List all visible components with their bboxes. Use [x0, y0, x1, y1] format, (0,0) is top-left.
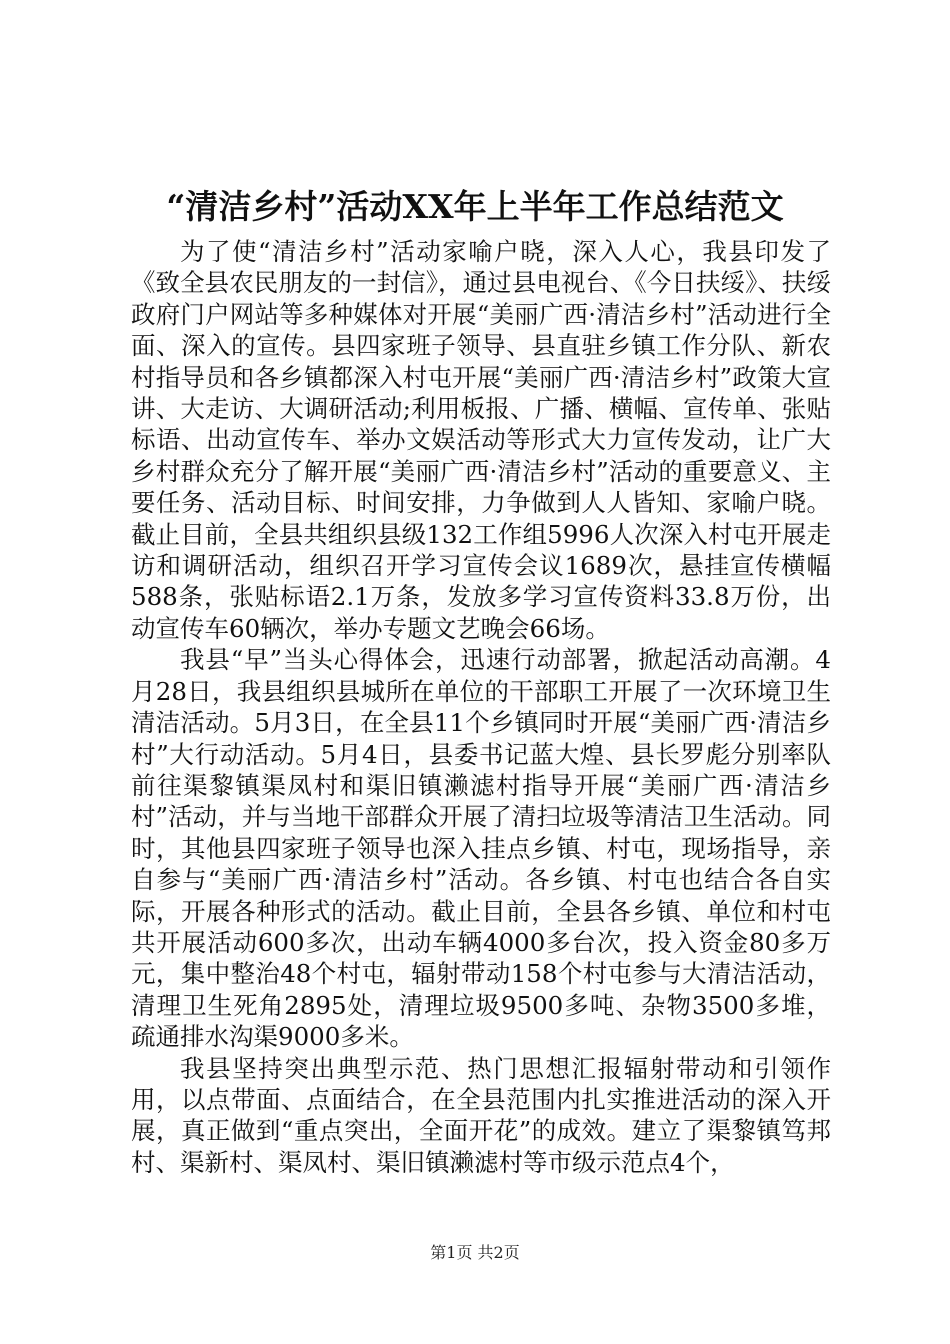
document-body: [131, 236, 831, 1178]
paragraph-publicity: 为了使“清洁乡村”活动家喻户晓，深入人心，我县印发了《致全县农民朋友的一封信》，通过县电视台、《今日扶绥》、扶绥政府门户网站等多种媒体对开展“美丽广西·清洁乡村”活动进行全面、深入的宣传。县四家班子领导、县直驻乡镇工作分队、新农村指导员和各乡镇都深入村屯开展“美丽广西·清洁乡村”政策大宣讲、大走访、大调研活动;利用板报、广播、横幅、宣传单、张贴标语、出动宣传车、举办文娱活动等形式大力宣传发动，让广大乡村群众充分了解开展“美丽广西·清洁乡村”活动的重要意义、主要任务、活动目标、时间安排，力争做到人人皆知、家喻户晓。截止目前，全县共组织县级132工作组5996人次深入村屯开展走访和调研活动，组织召开学习宣传会议1689次，悬挂宣传横幅588条，张贴标语2.1万条，发放多学习宣传资料33.8万份，出动宣传车60辆次，举办专题文艺晚会66场。: [131, 237, 831, 643]
page-footer: 第1页 共2页: [430, 1243, 520, 1262]
paragraph-demonstration: 我县坚持突出典型示范、热门思想汇报辐射带动和引领作用，以点带面、点面结合，在全县范围内扎实推进活动的深入开展，真正做到“重点突出，全面开花”的成效。建立了渠黎镇笃邦村、渠新村、渠凤村、渠旧镇濑滤村等市级示范点4个，: [131, 1053, 831, 1177]
paragraph-early-action: 我县“早”当头心得体会，迅速行动部署，掀起活动高潮。4月28日，我县组织县城所在单位的干部职工开展了一次环境卫生清洁活动。5月3日，在全县11个乡镇同时开展“美丽广西·清洁乡村”大行动活动。5月4日，县委书记蓝大煌、县长罗彪分别率队前往渠黎镇渠凤村和渠旧镇濑滤村指导开展“美丽广西·清洁乡村”活动，并与当地干部群众开展了清扫垃圾等清洁卫生活动。同时，其他县四家班子领导也深入挂点乡镇、村屯，现场指导，亲自参与“美丽广西·清洁乡村”活动。各乡镇、村屯也结合各自实际，开展各种形式的活动。截止目前，全县各乡镇、单位和村屯共开展活动600多次，出动车辆4000多台次，投入资金80多万元，集中整治48个村屯，辐射带动158个村屯参与大清洁活动，清理卫生死角2895处，清理垃圾9500多吨、杂物3500多堆，疏通排水沟渠9000多米。: [131, 645, 831, 1052]
document-title: “清洁乡村”活动XX年上半年工作总结范文: [166, 187, 784, 226]
